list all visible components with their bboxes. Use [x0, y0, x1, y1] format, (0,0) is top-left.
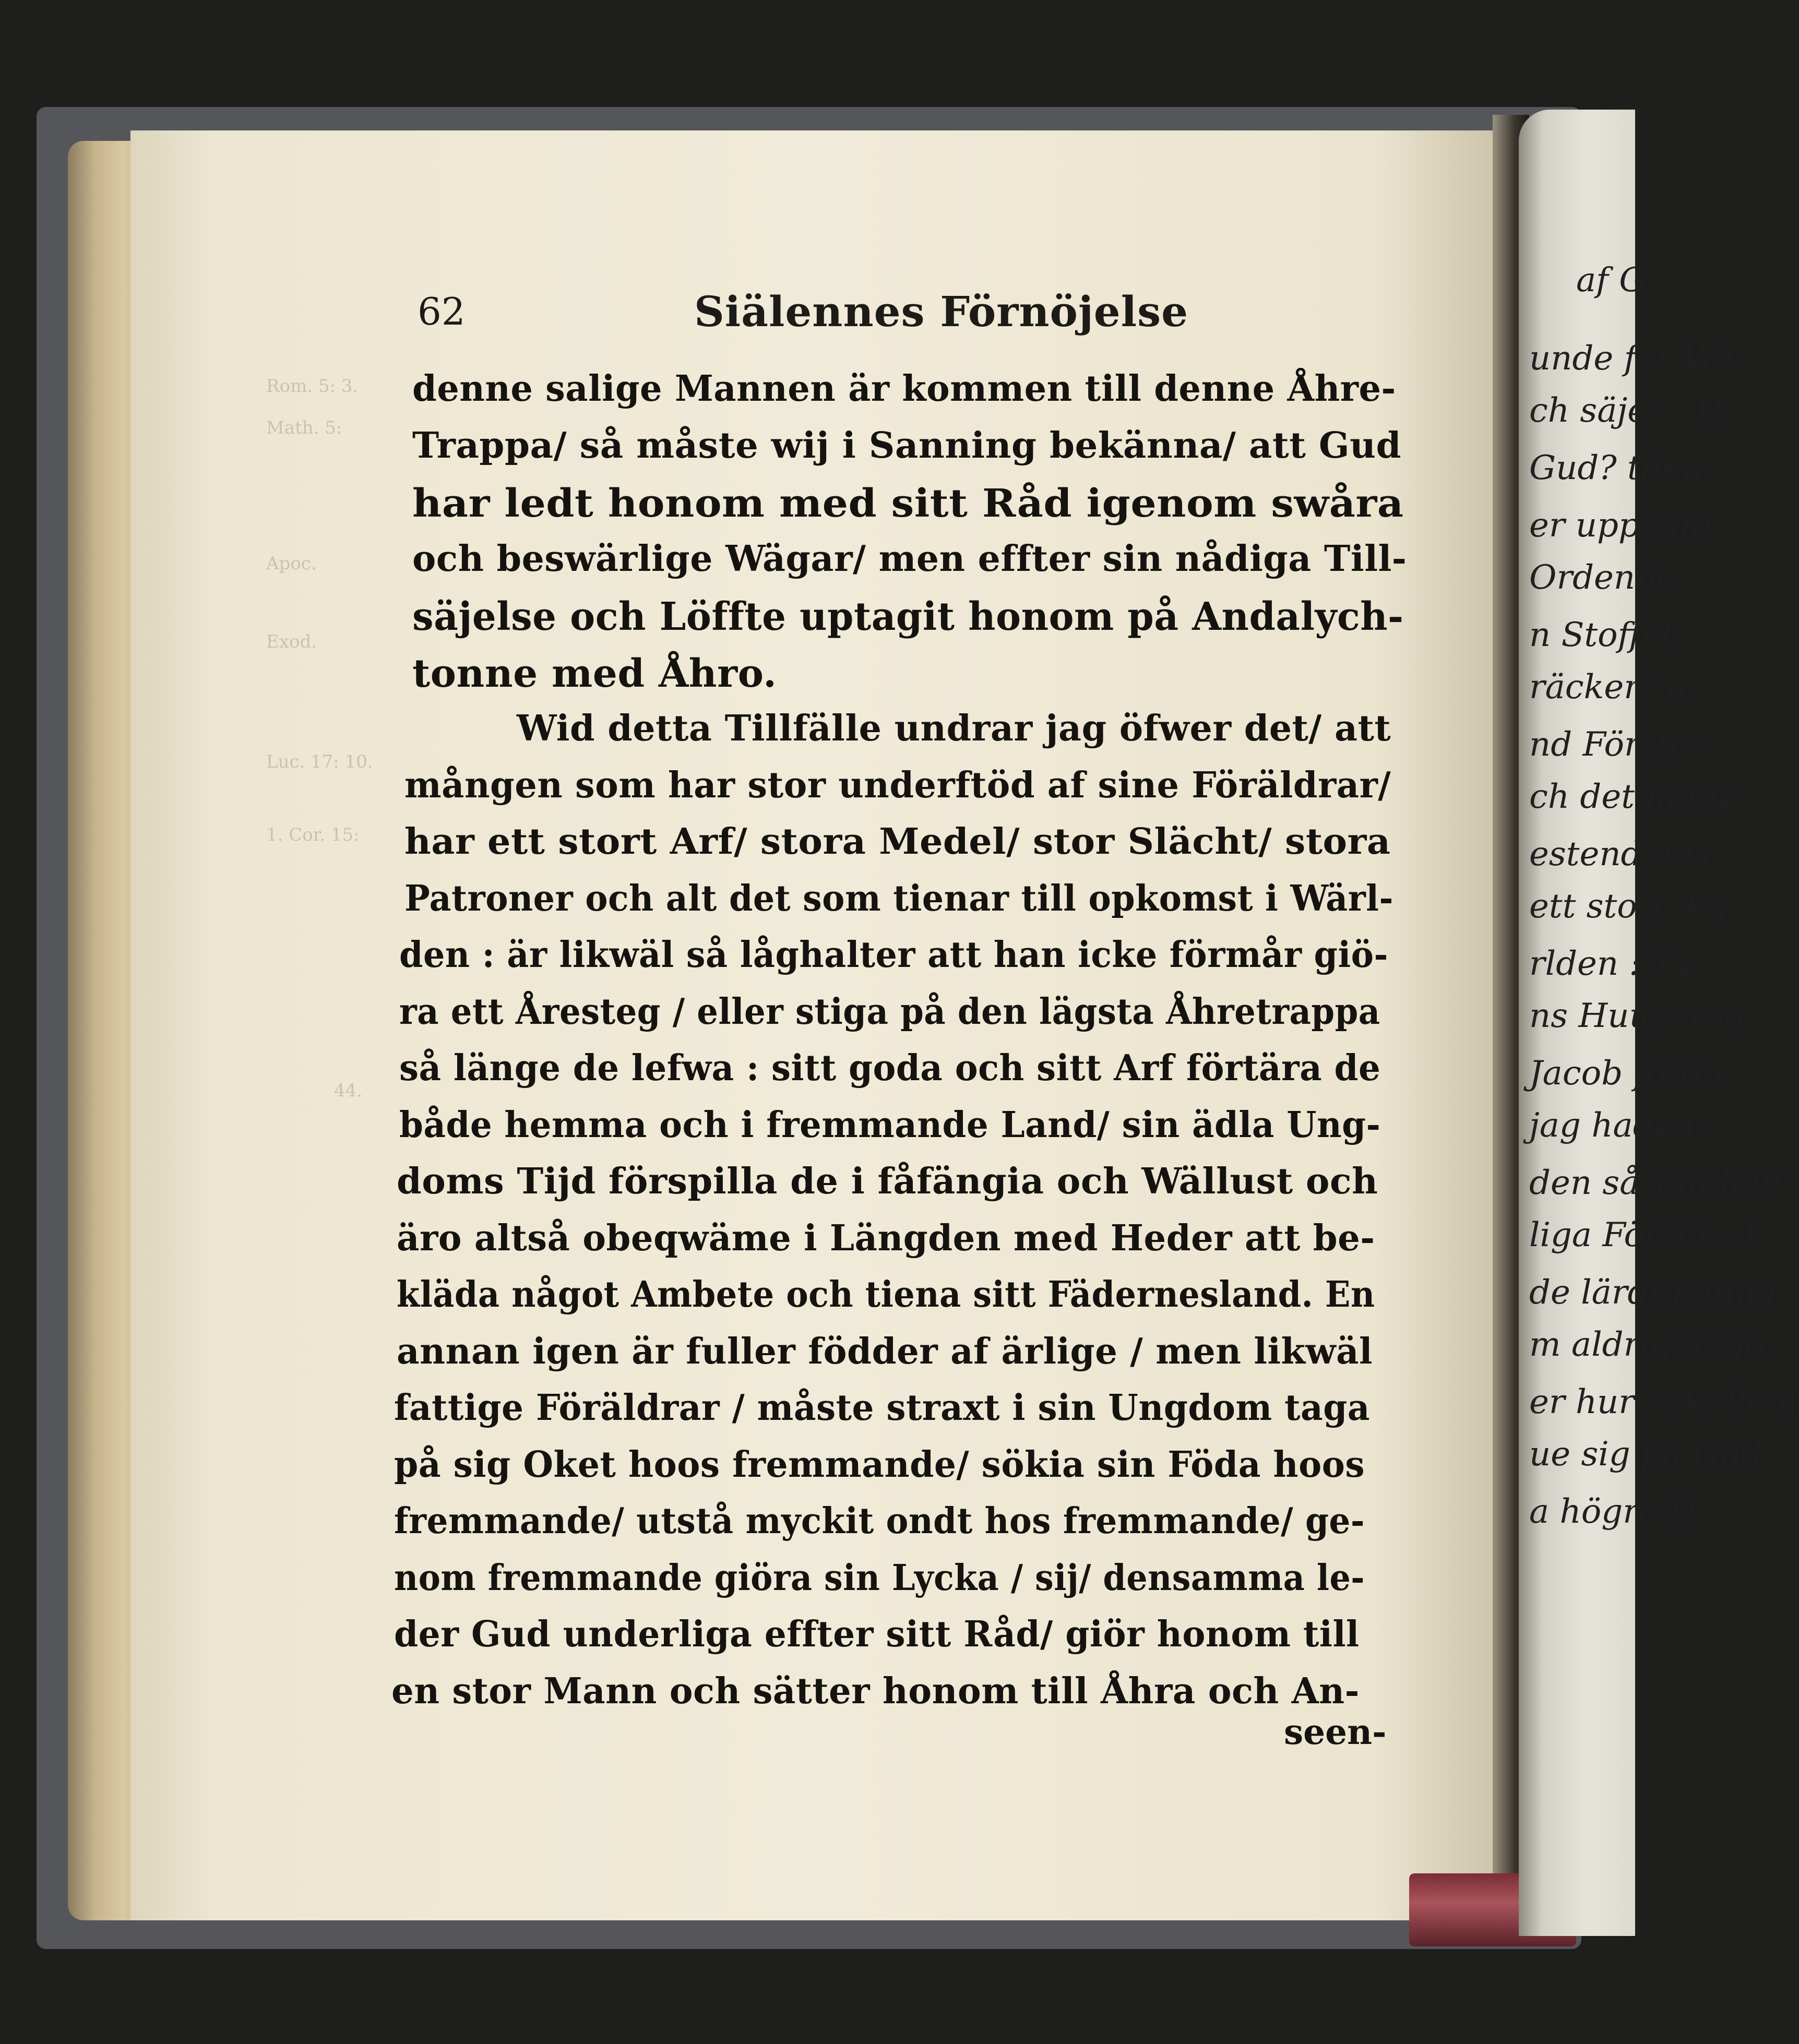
- right-page-line: n Stoffet: [1529, 616, 1675, 654]
- text-line: fremmande/ utstå myckit ondt hos fremmande/ ge-: [394, 1500, 1365, 1542]
- text-line: denne salige Mannen är kommen till denne Åhre-: [412, 368, 1396, 410]
- text-line: både hemma och i fremmande Land/ sin ädla Ung-: [399, 1104, 1381, 1146]
- text-line: fattige Föräldrar / måste straxt i sin Ungdom taga: [394, 1387, 1370, 1429]
- text-line: doms Tijd förspilla de i fåfängia och Wällust och: [397, 1161, 1378, 1202]
- right-page-line: estendoms: [1529, 835, 1711, 874]
- text-line: så länge de lefwa : sitt goda och sitt Arf förtära de: [399, 1047, 1381, 1089]
- right-page-line: ett stort Arf: [1529, 887, 1730, 926]
- right-page-line: de lärdt känna: [1529, 1273, 1776, 1312]
- right-page-line: af G: [1576, 261, 1646, 300]
- right-page-line: den såsom han: [1529, 1164, 1782, 1202]
- margin-note-bleed: Math. 5:: [266, 417, 342, 438]
- text-line: Trappa/ så måste wij i Sanning bekänna/ att Gud: [412, 424, 1402, 467]
- text-line: mången som har stor underftöd af sine Föräldrar/: [404, 764, 1391, 806]
- text-line: Wid detta Tillfälle undrar jag öfwer det/ att: [517, 708, 1391, 749]
- text-line: tonne med Åhro.: [412, 651, 777, 696]
- text-line: har ett stort Arf/ stora Medel/ stor Slächt/ stora: [404, 821, 1391, 863]
- right-page-line: m aldrig någo: [1529, 1325, 1765, 1364]
- right-page-line: ue sig på Gud: [1529, 1435, 1762, 1474]
- text-line: på sig Oket hoos fremmande/ sökia sin Föda hoos: [394, 1443, 1365, 1486]
- text-line: en stor Mann och sätter honom till Åhra och An-: [391, 1670, 1360, 1712]
- right-page-line: räcken/ a: [1529, 668, 1687, 707]
- right-page-line: Ordenne.: [1529, 558, 1687, 597]
- right-page-line: ch det måge: [1529, 778, 1738, 816]
- catchword: seen-: [1284, 1712, 1387, 1752]
- text-line: der Gud underliga effter sitt Råd/ giör honom till: [394, 1613, 1360, 1655]
- right-page-line: nd Förstar: [1529, 725, 1707, 764]
- right-page-line: liga Försorg t: [1529, 1216, 1759, 1254]
- right-page-line: ch säjer : H: [1529, 391, 1725, 430]
- right-page-line: rlden : Ty: [1529, 945, 1693, 983]
- margin-note-bleed: Exod.: [266, 631, 317, 652]
- text-line: kläda något Ambete och tiena sitt Fädernesland. En: [397, 1274, 1375, 1316]
- text-line: Patroner och alt det som tienar till opkomst i Wärl-: [404, 877, 1393, 919]
- running-head: Siälennes Förnöjelse: [694, 287, 1189, 336]
- margin-note-bleed: Luc. 17: 10.: [266, 751, 373, 772]
- right-page-line: Jacob fordo: [1529, 1054, 1723, 1093]
- text-line: den : är likwäl så låghalter att han icke förmår giö-: [399, 934, 1388, 976]
- page-number: 62: [418, 290, 466, 333]
- right-page-line: er uppå de: [1529, 506, 1712, 545]
- text-line: säjelse och Löffte uptagit honom på Andalych-: [412, 594, 1404, 639]
- text-line: nom fremmande giöra sin Lycka / sij/ densamma le-: [394, 1557, 1365, 1599]
- margin-note-bleed: 44.: [334, 1080, 363, 1101]
- right-page-line: er huru skulle h: [1529, 1383, 1799, 1421]
- text-line: och beswärlige Wägar/ men effter sin nådiga Till-: [412, 537, 1407, 580]
- margin-note-bleed: 1. Cor. 15:: [266, 824, 360, 845]
- right-page-line: jag hade ic: [1529, 1106, 1714, 1145]
- right-page-line: ns Huus/ red: [1529, 997, 1747, 1035]
- right-page: [1519, 110, 1799, 1936]
- text-line: ra ett Åresteg / eller stiga på den lägsta Åhretrappa: [399, 990, 1380, 1033]
- text-line: har ledt honom med sitt Råd igenom swåra: [412, 481, 1404, 526]
- right-page-line: unde för Wä: [1529, 339, 1735, 378]
- right-page-line: Gud? then: [1529, 449, 1703, 487]
- right-page-line: a högra H: [1529, 1492, 1699, 1531]
- margin-note-bleed: Apoc.: [266, 553, 317, 574]
- text-line: äro altså obeqwäme i Längden med Heder att be-: [397, 1217, 1375, 1259]
- margin-note-bleed: Rom. 5: 3.: [266, 376, 359, 397]
- text-line: annan igen är fuller födder af ärlige / men likwäl: [397, 1330, 1373, 1372]
